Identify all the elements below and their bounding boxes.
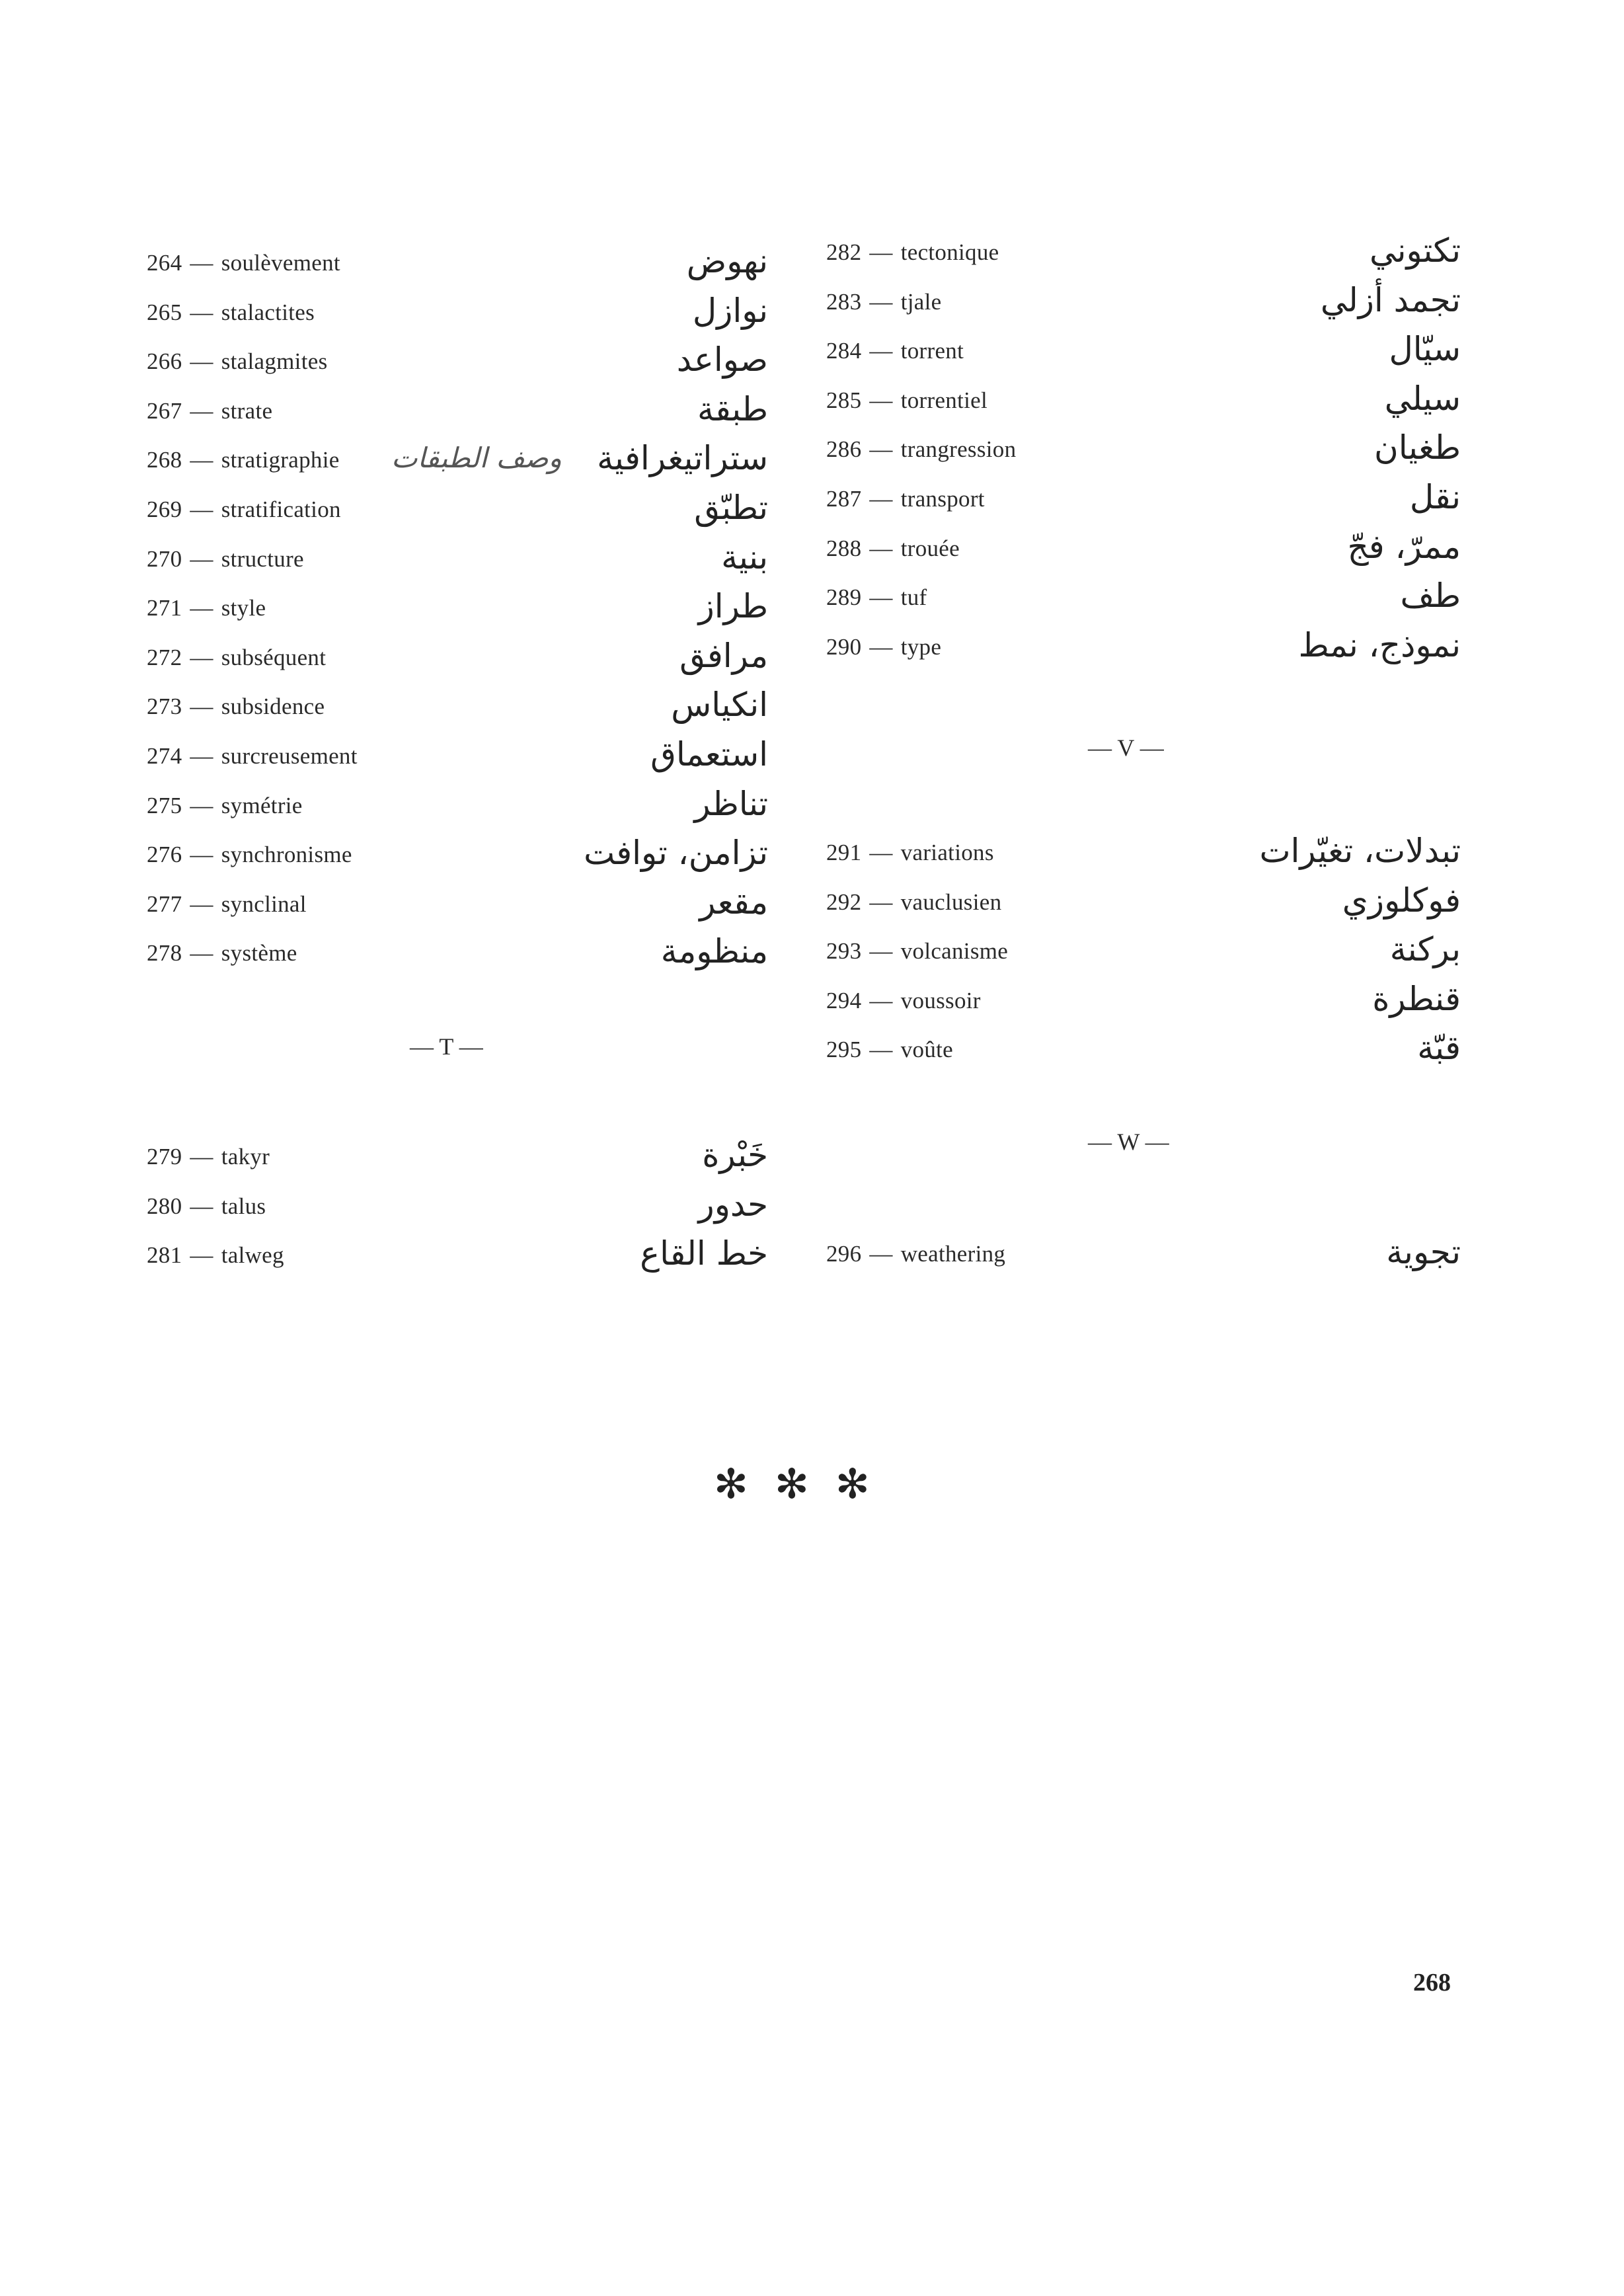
entry-term: tectonique	[900, 239, 999, 265]
entry-number: 293	[826, 938, 862, 965]
right-column	[826, 231, 1461, 1289]
arabic-translation: تبدلات، تغيّرات	[1259, 832, 1461, 870]
entry-row	[826, 1233, 1461, 1283]
entry-dash: —	[190, 743, 213, 769]
entry-dash: —	[190, 496, 213, 522]
entry-dash: —	[869, 1241, 893, 1267]
entry-dash: —	[190, 545, 213, 572]
arabic-translation: طبقة	[697, 389, 768, 428]
entry-term: symétrie	[221, 792, 303, 818]
entry-dash: —	[190, 595, 213, 621]
left-column	[147, 242, 768, 1300]
entry-row	[826, 1029, 1461, 1078]
entry-term: tuf	[900, 584, 927, 611]
arabic-translation: قنطرة	[1372, 979, 1461, 1018]
entry-dash: —	[190, 792, 213, 818]
entry-dash: —	[869, 239, 893, 265]
entry-number: 276	[147, 842, 182, 868]
entry-row	[826, 428, 1461, 478]
french-term	[147, 940, 297, 967]
entry-term: voussoir	[900, 987, 981, 1013]
entry-number: 295	[826, 1037, 862, 1063]
entry-row	[147, 883, 768, 933]
french-term	[147, 1242, 284, 1269]
arabic-translation: مقعر	[699, 883, 768, 922]
section-header-w: — W —	[1088, 1128, 1169, 1155]
entry-term: vauclusien	[900, 889, 1002, 915]
french-term	[147, 447, 340, 473]
entry-dash: —	[190, 447, 213, 473]
entry-row	[147, 538, 768, 588]
entry-row	[147, 1136, 768, 1185]
entry-term: trouée	[900, 535, 960, 561]
arabic-translation: طراز	[698, 587, 768, 626]
french-term	[826, 486, 985, 512]
french-term	[826, 889, 1001, 916]
arabic-translation: طغيان	[1374, 428, 1461, 467]
entry-number: 268	[147, 447, 182, 473]
entry-dash: —	[190, 1193, 213, 1219]
arabic-translation: سيّال	[1389, 330, 1461, 369]
entry-row	[147, 785, 768, 834]
entry-term: stalactites	[221, 299, 315, 325]
section-header-t: — T —	[410, 1033, 483, 1060]
french-term	[826, 988, 981, 1014]
french-term	[826, 436, 1016, 463]
entry-row	[147, 587, 768, 637]
entry-number: 281	[147, 1242, 182, 1269]
entry-dash: —	[869, 1037, 893, 1063]
french-term	[147, 793, 303, 819]
arabic-translation: تناظر	[694, 784, 768, 823]
entry-number: 264	[147, 250, 182, 276]
arabic-translation: ممرّ، فجّ	[1347, 527, 1461, 566]
entry-number: 280	[147, 1193, 182, 1219]
french-term	[147, 645, 326, 671]
entry-term: variations	[900, 840, 994, 865]
arabic-translation: قبّة	[1417, 1029, 1461, 1068]
french-term	[147, 1144, 270, 1170]
french-term	[826, 535, 960, 562]
section-header-v: — V —	[1088, 734, 1164, 761]
entry-number: 283	[826, 288, 862, 315]
arabic-translation: صواعد	[676, 340, 768, 379]
entry-row	[826, 980, 1461, 1029]
entry-term: stalagmites	[221, 348, 328, 375]
entry-dash: —	[869, 486, 893, 512]
entry-dash: —	[190, 299, 213, 325]
entry-number: 290	[826, 633, 862, 660]
entry-number: 278	[147, 940, 182, 967]
french-term	[826, 1037, 953, 1063]
arabic-translation: ستراتيغرافية	[597, 439, 768, 478]
entry-term: soulèvement	[221, 250, 340, 276]
entry-number: 286	[826, 436, 862, 463]
entry-term: tjale	[900, 288, 942, 315]
entry-dash: —	[869, 387, 893, 413]
entry-term: subsidence	[221, 693, 325, 720]
entry-row	[147, 340, 768, 390]
arabic-translation: تكتوني	[1369, 231, 1461, 270]
entry-number: 267	[147, 397, 182, 424]
entry-term: takyr	[221, 1144, 270, 1169]
entry-row	[147, 242, 768, 292]
entry-term: strate	[221, 397, 273, 424]
french-term	[147, 743, 358, 770]
entry-number: 273	[147, 693, 182, 720]
entry-number: 266	[147, 348, 182, 375]
arabic-translation: تجوية	[1386, 1233, 1461, 1271]
arabic-translation: نهوض	[686, 242, 768, 280]
entry-term: torrent	[900, 338, 964, 364]
entry-row	[147, 686, 768, 735]
arabic-translation: انكياس	[671, 686, 768, 725]
entry-number: 269	[147, 496, 182, 522]
entry-term: subséquent	[221, 644, 327, 670]
arabic-translation: استعماق	[650, 735, 768, 773]
entry-term: stratification	[221, 496, 341, 522]
arabic-translation: خَبْرة	[702, 1136, 768, 1174]
entry-number: 284	[826, 338, 862, 364]
entry-row	[147, 489, 768, 538]
entry-dash: —	[190, 1242, 213, 1269]
french-term	[826, 634, 941, 660]
french-term	[147, 546, 304, 573]
entry-row	[147, 439, 768, 489]
entry-dash: —	[869, 938, 893, 965]
entry-term: surcreusement	[221, 743, 358, 769]
ornament-stars: ✻✻✻	[714, 1460, 896, 1508]
entry-number: 289	[826, 584, 862, 611]
entry-dash: —	[190, 842, 213, 868]
entry-row	[826, 626, 1461, 676]
entry-dash: —	[190, 891, 213, 917]
entry-number: 265	[147, 299, 182, 325]
french-term	[147, 496, 341, 523]
entry-dash: —	[190, 1144, 213, 1169]
entry-row	[826, 231, 1461, 281]
entry-number: 277	[147, 891, 182, 917]
entry-term: synclinal	[221, 891, 307, 917]
entry-dash: —	[869, 987, 893, 1013]
french-term	[826, 387, 987, 414]
entry-term: type	[900, 633, 942, 660]
french-term	[147, 398, 272, 424]
french-term	[147, 693, 325, 720]
arabic-translation: مرافق	[679, 636, 768, 675]
entry-dash: —	[869, 288, 893, 315]
entry-number: 279	[147, 1144, 182, 1169]
entry-dash: —	[190, 250, 213, 276]
french-term	[826, 584, 927, 611]
french-term	[147, 348, 328, 375]
arabic-translation: بركنة	[1389, 930, 1461, 969]
entry-row	[826, 528, 1461, 577]
entry-row	[826, 930, 1461, 980]
arabic-translation: تجمد أزلي	[1320, 280, 1461, 319]
entry-number: 274	[147, 743, 182, 769]
arabic-translation: منظومة	[660, 932, 768, 971]
entry-term: volcanisme	[900, 938, 1009, 965]
entry-number: 288	[826, 535, 862, 561]
entry-dash: —	[190, 397, 213, 424]
entry-row	[826, 281, 1461, 331]
entry-term: trangression	[900, 436, 1017, 463]
entry-term: synchronisme	[221, 842, 352, 868]
arabic-translation: فوكلوزي	[1342, 881, 1461, 920]
entry-dash: —	[190, 348, 213, 375]
french-term	[147, 842, 352, 868]
entry-number: 291	[826, 840, 862, 865]
entry-dash: —	[190, 644, 213, 670]
entry-row	[147, 292, 768, 341]
page-number: 268	[1413, 1969, 1451, 1997]
entry-row	[826, 576, 1461, 626]
entry-term: structure	[221, 545, 304, 572]
french-term	[147, 250, 340, 276]
arabic-translation: تطبّق	[694, 489, 768, 527]
entry-term: transport	[900, 486, 985, 512]
entry-row	[147, 637, 768, 686]
entry-dash: —	[869, 889, 893, 915]
entry-row	[826, 379, 1461, 429]
entry-number: 271	[147, 595, 182, 621]
entry-dash: —	[190, 693, 213, 720]
entry-term: système	[221, 940, 297, 967]
entry-row	[826, 881, 1461, 931]
french-term	[826, 840, 994, 866]
entry-row	[147, 735, 768, 785]
entry-number: 282	[826, 239, 862, 265]
entry-dash: —	[869, 840, 893, 865]
entry-dash: —	[869, 584, 893, 611]
french-term	[147, 299, 315, 326]
entry-number: 287	[826, 486, 862, 512]
arabic-translation: نوازل	[692, 291, 768, 330]
entry-number: 292	[826, 889, 862, 915]
entry-number: 275	[147, 792, 182, 818]
arabic-translation: طف	[1400, 576, 1461, 615]
french-term	[826, 938, 1008, 965]
entry-row	[826, 832, 1461, 881]
entry-term: weathering	[900, 1241, 1006, 1267]
arabic-translation: خط القاع	[640, 1234, 768, 1273]
entry-term: voûte	[900, 1037, 953, 1063]
arabic-translation: بنية	[721, 537, 768, 576]
french-term	[147, 891, 307, 918]
arabic-translation: تزامن، توافت	[584, 834, 768, 873]
arabic-translation: سيلي	[1384, 379, 1461, 418]
entry-row	[147, 834, 768, 883]
french-term	[147, 595, 266, 621]
arabic-translation: حدور	[698, 1185, 768, 1224]
entry-term: talus	[221, 1193, 266, 1219]
entry-term: style	[221, 595, 266, 621]
entry-term: talweg	[221, 1242, 284, 1269]
handwritten-note: وصف الطبقات	[391, 442, 562, 475]
entry-term: torrentiel	[900, 387, 987, 413]
entry-number: 296	[826, 1241, 862, 1267]
entry-dash: —	[869, 436, 893, 463]
entry-row	[147, 1185, 768, 1235]
entry-dash: —	[190, 940, 213, 967]
entry-term: stratigraphie	[221, 447, 340, 473]
entry-dash: —	[869, 535, 893, 561]
entry-number: 285	[826, 387, 862, 413]
arabic-translation: نقل	[1409, 478, 1461, 516]
entry-row	[147, 932, 768, 982]
french-term	[826, 1241, 1005, 1267]
entry-dash: —	[869, 633, 893, 660]
entry-row	[147, 1234, 768, 1284]
entry-row	[147, 390, 768, 440]
entry-number: 272	[147, 644, 182, 670]
entry-number: 270	[147, 545, 182, 572]
french-term	[826, 338, 964, 364]
french-term	[826, 239, 999, 266]
entry-row	[826, 330, 1461, 379]
entry-dash: —	[869, 338, 893, 364]
entry-row	[826, 478, 1461, 528]
french-term	[147, 1193, 266, 1220]
arabic-translation: نموذج، نمط	[1298, 625, 1461, 664]
french-term	[826, 289, 941, 315]
entry-number: 294	[826, 987, 862, 1013]
